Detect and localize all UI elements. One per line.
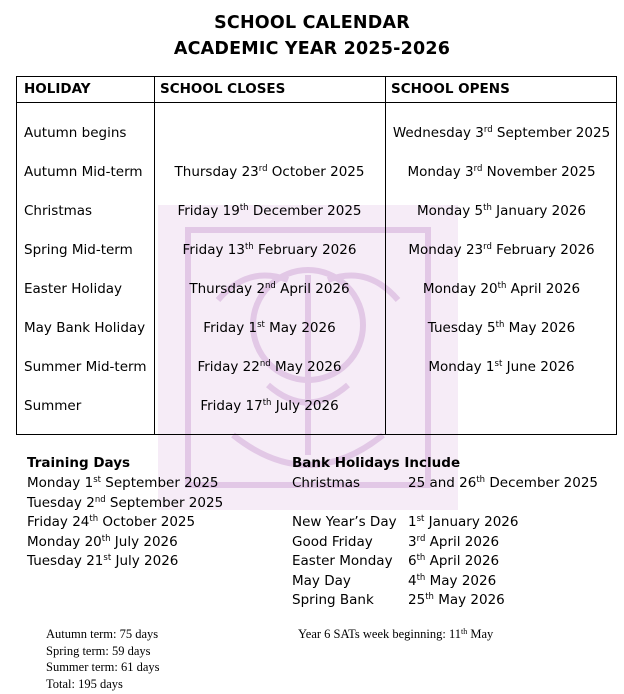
bank-holiday-date: 3rd April 2026	[408, 533, 500, 550]
bank-holiday-item	[292, 592, 612, 612]
ordinal-suffix: st	[93, 475, 101, 485]
holiday-name: Spring Mid-term	[24, 242, 133, 258]
ordinal-suffix: st	[103, 553, 112, 563]
ordinal-suffix: rd	[483, 242, 492, 252]
school-opens-date: Monday 23rd February 2026	[408, 242, 595, 258]
ordinal-suffix: rd	[416, 533, 426, 544]
bank-holiday-item	[292, 514, 612, 534]
holiday-calendar-table	[16, 76, 617, 435]
bank-holiday-item	[292, 475, 612, 495]
holiday-name: Autumn begins	[24, 125, 127, 141]
school-opens-date: Tuesday 5th May 2026	[427, 320, 576, 336]
bank-holiday-date: 4th May 2026	[408, 572, 497, 589]
school-closes-date: Thursday 23rd October 2025	[174, 164, 365, 180]
holiday-name: Summer Mid-term	[24, 359, 147, 375]
school-closes-date: Friday 13th February 2026	[182, 242, 357, 258]
sats-week-text: Year 6 SATs week beginning: 11th May	[298, 627, 494, 641]
school-opens-date: Monday 3rd November 2025	[407, 164, 596, 180]
term-days-line: Total: 195 days	[46, 676, 123, 691]
school-opens-date: Monday 5th January 2026	[416, 203, 587, 219]
ordinal-suffix: rd	[473, 164, 483, 174]
header-school-closes: SCHOOL CLOSES	[160, 81, 286, 97]
school-opens-date: Monday 20th April 2026	[422, 281, 581, 297]
bank-holidays-list	[292, 475, 612, 612]
calendar-row	[17, 281, 616, 301]
ordinal-suffix: nd	[94, 494, 106, 505]
school-closes-date: Friday 17th July 2026	[200, 398, 339, 414]
training-day-item: Monday 20th July 2026	[27, 533, 178, 550]
training-days-heading: Training Days	[27, 455, 131, 471]
calendar-row	[17, 320, 616, 340]
bank-holiday-item	[292, 495, 612, 515]
bank-holiday-date: 25 and 26th December 2025	[408, 475, 599, 491]
ordinal-suffix: rd	[258, 164, 268, 174]
bank-holiday-date: 25th May 2026	[408, 592, 505, 608]
ordinal-suffix: th	[416, 572, 426, 583]
ordinal-suffix: nd	[259, 359, 271, 369]
school-closes-date: Friday 22nd May 2026	[197, 359, 342, 375]
calendar-row	[17, 203, 616, 223]
calendar-row	[17, 164, 616, 184]
bank-holiday-name: Christmas	[292, 475, 361, 491]
training-days-section	[27, 455, 223, 573]
ordinal-suffix: nd	[265, 281, 276, 291]
ordinal-suffix: th	[244, 242, 254, 252]
ordinal-suffix: th	[476, 475, 486, 485]
ordinal-suffix: st	[257, 320, 265, 330]
ordinal-suffix: th	[262, 398, 272, 408]
sats-note	[298, 627, 493, 644]
school-closes-date: Friday 1st May 2026	[203, 320, 336, 336]
ordinal-suffix: th	[416, 553, 426, 563]
ordinal-suffix: th	[101, 533, 111, 544]
school-closes-date: Thursday 2nd April 2026	[189, 281, 350, 297]
ordinal-suffix: st	[416, 514, 425, 524]
holiday-name: Christmas	[24, 203, 93, 219]
term-days-line: Summer term: 61 days	[46, 660, 160, 674]
calendar-row	[17, 359, 616, 379]
bank-holidays-section	[292, 455, 612, 612]
holiday-name: Autumn Mid-term	[24, 164, 143, 180]
header-school-opens: SCHOOL OPENS	[391, 81, 510, 97]
calendar-row	[17, 242, 616, 262]
school-opens-date: Monday 1st June 2026	[428, 359, 575, 375]
calendar-row	[17, 125, 616, 145]
holiday-name: Easter Holiday	[24, 281, 123, 297]
ordinal-suffix: th	[483, 203, 492, 213]
holiday-name: Summer	[24, 398, 82, 414]
training-day-item: Tuesday 2nd September 2025	[27, 494, 224, 511]
holiday-name: May Bank Holiday	[24, 320, 146, 336]
bank-holiday-date: 6th April 2026	[408, 553, 500, 569]
bank-holiday-item	[292, 573, 612, 593]
school-opens-date: Wednesday 3rd September 2025	[392, 125, 611, 141]
bank-holiday-name: Easter Monday	[292, 553, 393, 569]
header-divider	[17, 102, 616, 103]
calendar-title: SCHOOL CALENDAR	[214, 13, 410, 33]
ordinal-suffix: th	[89, 514, 99, 524]
term-days-line: Autumn term: 75 days	[46, 627, 159, 641]
academic-year-title: ACADEMIC YEAR 2025-2026	[173, 39, 451, 59]
training-day-item: Friday 24th October 2025	[27, 514, 196, 530]
training-days-list	[27, 475, 223, 573]
bank-holidays-heading: Bank Holidays Include	[292, 455, 461, 471]
ordinal-suffix: th	[495, 320, 505, 330]
bank-holiday-name: Spring Bank	[292, 592, 374, 608]
ordinal-suffix: th	[425, 592, 434, 602]
header-holiday: HOLIDAY	[24, 81, 91, 97]
bank-holiday-item	[292, 553, 612, 573]
ordinal-suffix: rd	[483, 125, 493, 135]
bank-holiday-name: New Year’s Day	[292, 514, 397, 530]
bank-holiday-date: 1st January 2026	[408, 514, 519, 530]
ordinal-suffix: th	[239, 203, 249, 213]
bank-holiday-name: May Day	[292, 572, 351, 589]
bank-holiday-item	[292, 534, 612, 554]
ordinal-suffix: th	[497, 281, 507, 291]
term-days-line: Spring term: 59 days	[46, 643, 151, 658]
training-day-item: Monday 1st September 2025	[27, 475, 219, 491]
term-days-summary	[46, 627, 160, 693]
school-closes-date: Friday 19th December 2025	[177, 203, 362, 219]
calendar-row	[17, 398, 616, 418]
training-day-item: Tuesday 21st July 2026	[27, 553, 179, 569]
ordinal-suffix: th	[461, 627, 468, 636]
ordinal-suffix: st	[494, 359, 503, 369]
bank-holiday-name: Good Friday	[292, 533, 373, 550]
